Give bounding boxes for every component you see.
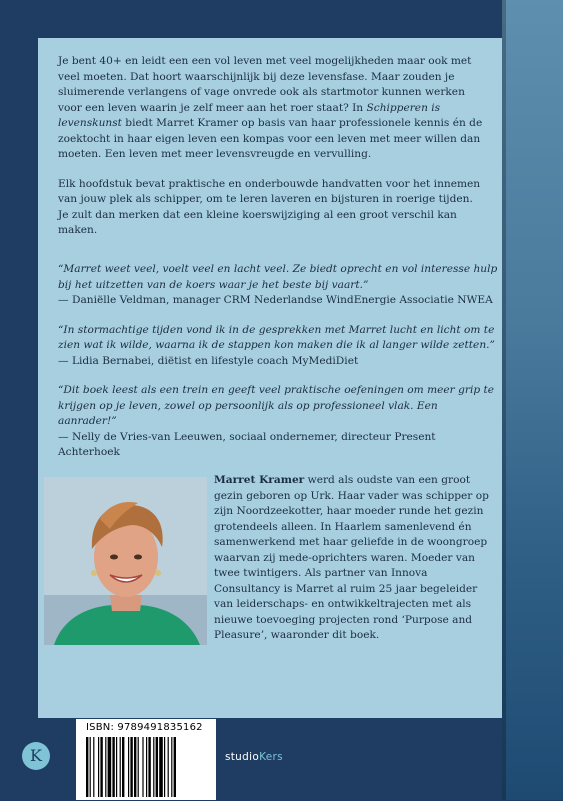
intro-paragraph-1 bbox=[58, 54, 486, 163]
quote-item bbox=[58, 383, 498, 461]
spine-shadow bbox=[502, 0, 506, 800]
barcode-bar bbox=[142, 737, 143, 797]
spine-sea-image bbox=[502, 0, 563, 800]
barcode-bar bbox=[105, 737, 106, 797]
quote-text: “Marret weet veel, voelt veel en lacht veel. Ze biedt oprecht en vol interesse hulp bij het uitzetten van de koers waar je het beste bij vaart.” bbox=[58, 263, 498, 291]
barcode-bar bbox=[120, 737, 121, 797]
barcode-bar bbox=[130, 737, 132, 797]
publisher-name bbox=[225, 751, 283, 763]
barcode-bar bbox=[168, 737, 169, 797]
barcode-bar bbox=[138, 737, 139, 797]
barcode-bar bbox=[93, 737, 94, 797]
barcode-bar bbox=[164, 737, 165, 797]
barcode-bar bbox=[128, 737, 129, 797]
barcode-bar bbox=[171, 737, 172, 797]
barcode-bar bbox=[90, 737, 91, 797]
intro-p1-start: Je bent 40+ en leidt een een vol leven met veel mogelijkheden maar ook met veel moeten. Dat hoort waarschijnlijk bij deze levensfase. Maar zouden je sluimerende verlangens of vage onvrede ook als startmotor kunnen werken voor een leven waarin je zelf meer aan het roer staat? In bbox=[58, 55, 472, 114]
barcode-bar bbox=[98, 737, 99, 797]
author-name: Marret Kramer bbox=[214, 474, 305, 486]
author-photo bbox=[44, 477, 207, 645]
intro-text bbox=[58, 54, 486, 253]
barcode-bar bbox=[159, 737, 163, 797]
barcode-bar bbox=[122, 737, 124, 797]
barcode-bar bbox=[148, 737, 150, 797]
intro-p1-end: biedt Marret Kramer op basis van haar professionele kennis én de zoektocht in haar eigen leven een kompas voor een leven met meer willen dan moeten. Een leven met meer levensvreugde en vervulling. bbox=[58, 117, 483, 160]
quote-author: — Nelly de Vries-van Leeuwen, sociaal ondernemer, directeur Present Achterhoek bbox=[58, 430, 436, 458]
book-title: Schipperen is levenskunst bbox=[58, 101, 441, 129]
barcode-bar bbox=[112, 737, 114, 797]
barcode-bar bbox=[100, 737, 102, 797]
barcode-lines bbox=[86, 737, 208, 797]
quotes-list bbox=[58, 262, 498, 475]
author-portrait-illustration bbox=[44, 477, 207, 645]
barcode-bar bbox=[86, 737, 88, 797]
quote-author: — Daniëlle Veldman, manager CRM Nederlandse WindEnergie Associatie NWEA bbox=[58, 294, 493, 306]
barcode-bar bbox=[156, 737, 158, 797]
quote-text: “Dit boek leest als een trein en geeft veel praktische oefeningen om meer grip te krijgen op je leven, zowel op persoonlijk als op professioneel vlak. Een aanrader!” bbox=[58, 384, 495, 427]
barcode-bar bbox=[174, 737, 176, 797]
quote-item bbox=[58, 262, 498, 309]
publisher-name-part1: studio bbox=[225, 751, 260, 763]
barcode-bar bbox=[108, 737, 112, 797]
author-bio bbox=[214, 473, 496, 644]
quote-item bbox=[58, 323, 498, 370]
publisher-name-part2: Kers bbox=[259, 751, 283, 763]
intro-paragraph-2: Elk hoofdstuk bevat praktische en onderbouwde handvatten voor het innemen van jouw plek als schipper, om te leren laveren en bijsturen in roerige tijden. Je zult dan merken dat een kleine koerswijziging al een groot verschil kan maken. bbox=[58, 177, 481, 236]
isbn-text: ISBN: 9789491835162 bbox=[86, 722, 203, 733]
quote-author: — Lidia Bernabei, diëtist en lifestyle coach MyMediDiet bbox=[58, 354, 359, 367]
barcode-bar bbox=[146, 737, 147, 797]
barcode-bar bbox=[116, 737, 117, 797]
barcode-bar bbox=[134, 737, 136, 797]
publisher-logo-letter: K bbox=[30, 746, 42, 765]
barcode-bar bbox=[153, 737, 154, 797]
quote-text: “In stormachtige tijden vond ik in de gesprekken met Marret lucht en licht om te zien wat ik wilde, waarna ik de stappen kon maken die ik al langer wilde zetten.” bbox=[58, 323, 495, 351]
author-bio-text: werd als oudste van een groot gezin geboren op Urk. Haar vader was schipper op zijn Noordzeekotter, haar moeder runde het gezin grotendeels alleen. In Haarlem samenlevend én samenwerkend met haar geliefde in de woongroep waarvan zij mede-oprichters waren. Moeder van twee twintigers. Als partner van Innova Consultancy is Marret al ruim 25 jaar begeleider van leiderschaps- en ontwikkeltrajecten met als nieuwe toevoeging projecten rond ‘Purpose and Pleasure’, waaronder dit boek. bbox=[214, 474, 489, 641]
barcode bbox=[86, 737, 208, 801]
